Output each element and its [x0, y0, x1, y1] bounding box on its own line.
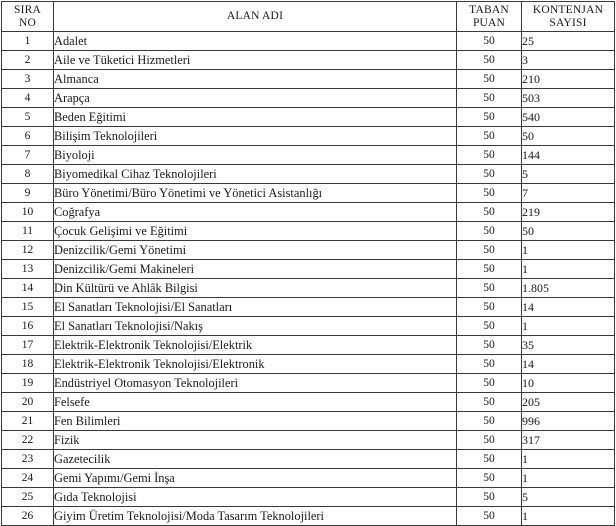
cell-sira-no: 18 [2, 355, 54, 374]
cell-alan-adi: El Sanatları Teknolojisi/El Sanatları [54, 298, 457, 317]
column-header-taban-puan-line2: PUAN [472, 16, 506, 29]
table-row [2, 507, 615, 526]
table-row [2, 146, 615, 165]
cell-kontenjan: 1 [522, 469, 615, 488]
cell-alan-adi: Coğrafya [54, 203, 457, 222]
table-row [2, 70, 615, 89]
cell-sira-no: 14 [2, 279, 54, 298]
column-header-sira-no [2, 2, 54, 32]
column-header-taban-puan-line1: TABAN [469, 3, 509, 16]
cell-taban-puan: 50 [457, 488, 522, 507]
cell-kontenjan: 1 [522, 260, 615, 279]
cell-sira-no: 6 [2, 127, 54, 146]
cell-taban-puan: 50 [457, 298, 522, 317]
table-row [2, 450, 615, 469]
table-row [2, 317, 615, 336]
cell-alan-adi: El Sanatları Teknolojisi/Nakış [54, 317, 457, 336]
cell-alan-adi: Din Kültürü ve Ahlâk Bilgisi [54, 279, 457, 298]
alan-kontenjan-table [1, 1, 615, 526]
cell-taban-puan: 50 [457, 146, 522, 165]
cell-kontenjan: 210 [522, 70, 615, 89]
table-row [2, 203, 615, 222]
cell-sira-no: 5 [2, 108, 54, 127]
table-row [2, 374, 615, 393]
cell-sira-no: 15 [2, 298, 54, 317]
cell-alan-adi: Denizcilik/Gemi Yönetimi [54, 241, 457, 260]
cell-kontenjan: 503 [522, 89, 615, 108]
table-row [2, 393, 615, 412]
cell-sira-no: 21 [2, 412, 54, 431]
cell-kontenjan: 50 [522, 222, 615, 241]
table-row [2, 488, 615, 507]
cell-alan-adi: Elektrik-Elektronik Teknolojisi/Elektrik [54, 336, 457, 355]
cell-taban-puan: 50 [457, 374, 522, 393]
column-header-alan-adi [54, 2, 457, 32]
cell-taban-puan: 50 [457, 184, 522, 203]
cell-sira-no: 19 [2, 374, 54, 393]
cell-kontenjan: 1 [522, 507, 615, 526]
cell-sira-no: 20 [2, 393, 54, 412]
cell-taban-puan: 50 [457, 336, 522, 355]
cell-sira-no: 9 [2, 184, 54, 203]
cell-kontenjan: 1.805 [522, 279, 615, 298]
cell-taban-puan: 50 [457, 127, 522, 146]
column-header-kontenjan-sayisi [522, 2, 615, 32]
cell-sira-no: 16 [2, 317, 54, 336]
cell-alan-adi: Aile ve Tüketici Hizmetleri [54, 51, 457, 70]
column-header-kontenjan-line2: SAYISI [549, 16, 587, 29]
cell-taban-puan: 50 [457, 32, 522, 51]
cell-alan-adi: Gazetecilik [54, 450, 457, 469]
table-row [2, 431, 615, 450]
table-row [2, 469, 615, 488]
cell-sira-no: 13 [2, 260, 54, 279]
column-header-kontenjan-line1: KONTENJAN [532, 3, 604, 16]
cell-sira-no: 25 [2, 488, 54, 507]
cell-alan-adi: Biyoloji [54, 146, 457, 165]
cell-taban-puan: 50 [457, 203, 522, 222]
table-row [2, 165, 615, 184]
cell-alan-adi: Gıda Teknolojisi [54, 488, 457, 507]
cell-sira-no: 24 [2, 469, 54, 488]
document-page [0, 1, 616, 523]
cell-alan-adi: Beden Eğitimi [54, 108, 457, 127]
column-header-sira-no-line2: NO [18, 16, 36, 29]
cell-sira-no: 11 [2, 222, 54, 241]
table-row [2, 127, 615, 146]
cell-sira-no: 17 [2, 336, 54, 355]
cell-taban-puan: 50 [457, 222, 522, 241]
cell-kontenjan: 219 [522, 203, 615, 222]
cell-kontenjan: 7 [522, 184, 615, 203]
cell-taban-puan: 50 [457, 317, 522, 336]
cell-alan-adi: Fizik [54, 431, 457, 450]
cell-taban-puan: 50 [457, 260, 522, 279]
cell-taban-puan: 50 [457, 355, 522, 374]
table-row [2, 89, 615, 108]
column-header-sira-no-line1: SIRA [13, 3, 41, 16]
cell-kontenjan: 25 [522, 32, 615, 51]
cell-kontenjan: 540 [522, 108, 615, 127]
cell-taban-puan: 50 [457, 108, 522, 127]
table-row [2, 184, 615, 203]
cell-sira-no: 2 [2, 51, 54, 70]
cell-kontenjan: 14 [522, 298, 615, 317]
cell-taban-puan: 50 [457, 165, 522, 184]
column-header-alan-adi-label: ALAN ADI [226, 10, 284, 22]
cell-alan-adi: Büro Yönetimi/Büro Yönetimi ve Yönetici Asistanlığı [54, 184, 457, 203]
cell-kontenjan: 14 [522, 355, 615, 374]
cell-kontenjan: 50 [522, 127, 615, 146]
table-header-row [2, 2, 615, 32]
cell-taban-puan: 50 [457, 279, 522, 298]
cell-taban-puan: 50 [457, 89, 522, 108]
cell-kontenjan: 1 [522, 241, 615, 260]
table-row [2, 279, 615, 298]
cell-kontenjan: 5 [522, 488, 615, 507]
cell-alan-adi: Arapça [54, 89, 457, 108]
cell-kontenjan: 3 [522, 51, 615, 70]
cell-alan-adi: Biyomedikal Cihaz Teknolojileri [54, 165, 457, 184]
table-row [2, 355, 615, 374]
table-row [2, 32, 615, 51]
table-row [2, 51, 615, 70]
table-row [2, 298, 615, 317]
cell-alan-adi: Bilişim Teknolojileri [54, 127, 457, 146]
column-header-taban-puan [457, 2, 522, 32]
cell-sira-no: 12 [2, 241, 54, 260]
cell-taban-puan: 50 [457, 507, 522, 526]
cell-taban-puan: 50 [457, 393, 522, 412]
cell-alan-adi: Gemi Yapımı/Gemi İnşa [54, 469, 457, 488]
cell-kontenjan: 205 [522, 393, 615, 412]
table-row [2, 222, 615, 241]
cell-taban-puan: 50 [457, 241, 522, 260]
cell-sira-no: 3 [2, 70, 54, 89]
cell-alan-adi: Almanca [54, 70, 457, 89]
cell-kontenjan: 1 [522, 450, 615, 469]
table-row [2, 412, 615, 431]
cell-alan-adi: Çocuk Gelişimi ve Eğitimi [54, 222, 457, 241]
cell-sira-no: 10 [2, 203, 54, 222]
cell-sira-no: 23 [2, 450, 54, 469]
cell-kontenjan: 317 [522, 431, 615, 450]
cell-kontenjan: 1 [522, 317, 615, 336]
cell-alan-adi: Fen Bilimleri [54, 412, 457, 431]
table-row [2, 260, 615, 279]
cell-sira-no: 4 [2, 89, 54, 108]
cell-kontenjan: 10 [522, 374, 615, 393]
table-header [2, 2, 615, 32]
cell-kontenjan: 996 [522, 412, 615, 431]
cell-kontenjan: 5 [522, 165, 615, 184]
table-row [2, 108, 615, 127]
cell-taban-puan: 50 [457, 70, 522, 89]
cell-kontenjan: 35 [522, 336, 615, 355]
cell-taban-puan: 50 [457, 450, 522, 469]
cell-alan-adi: Felsefe [54, 393, 457, 412]
cell-kontenjan: 144 [522, 146, 615, 165]
cell-alan-adi: Giyim Üretim Teknolojisi/Moda Tasarım Teknolojileri [54, 507, 457, 526]
cell-alan-adi: Elektrik-Elektronik Teknolojisi/Elektronik [54, 355, 457, 374]
cell-alan-adi: Endüstriyel Otomasyon Teknolojileri [54, 374, 457, 393]
table-body [2, 32, 615, 526]
cell-sira-no: 8 [2, 165, 54, 184]
cell-taban-puan: 50 [457, 469, 522, 488]
cell-sira-no: 26 [2, 507, 54, 526]
cell-sira-no: 1 [2, 32, 54, 51]
cell-alan-adi: Denizcilik/Gemi Makineleri [54, 260, 457, 279]
cell-sira-no: 22 [2, 431, 54, 450]
cell-taban-puan: 50 [457, 412, 522, 431]
cell-alan-adi: Adalet [54, 32, 457, 51]
table-row [2, 336, 615, 355]
cell-taban-puan: 50 [457, 51, 522, 70]
table-row [2, 241, 615, 260]
cell-taban-puan: 50 [457, 431, 522, 450]
cell-sira-no: 7 [2, 146, 54, 165]
